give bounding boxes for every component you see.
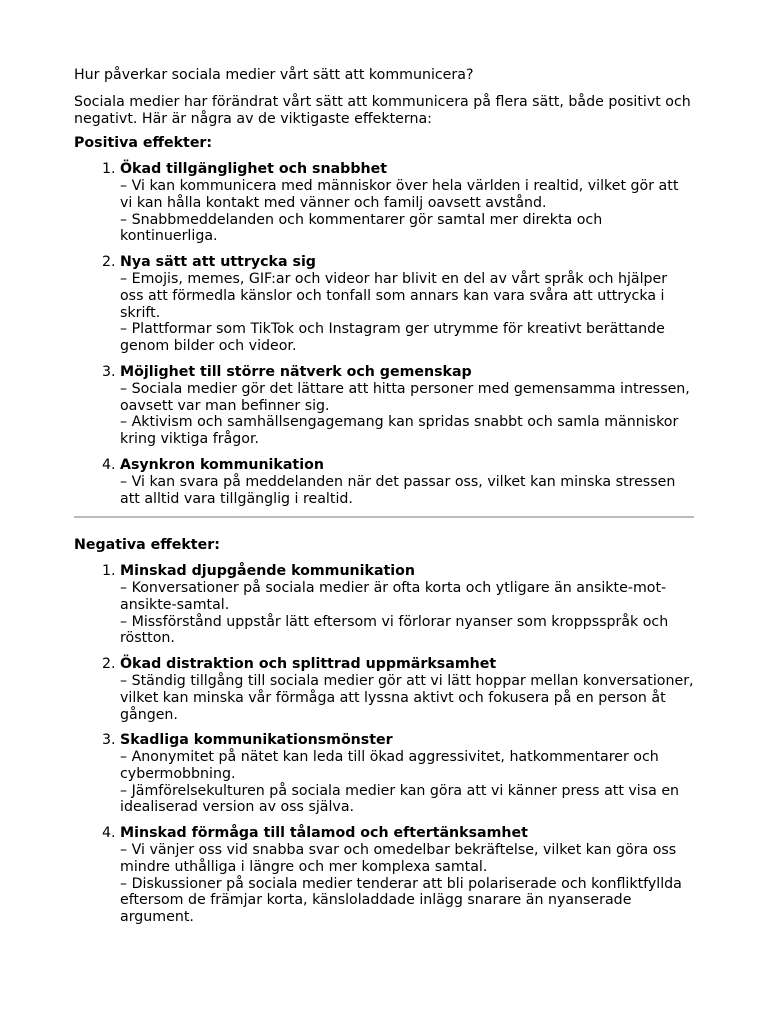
item-line: – Vi vänjer oss vid snabba svar och omedelbar bekräftelse, vilket kan göra oss mindre uthålliga i längre och mer komplexa samtal. (120, 842, 677, 875)
item-line: – Diskussioner på sociala medier tenderar att bli polariserade och konfliktfyllda eftersom de främjar korta, känsloladdade inlägg snarare än nyanserade argument. (120, 875, 682, 926)
item-title: 1. Ökad tillgänglighet och snabbhet (120, 161, 387, 178)
item-line: – Aktivism och samhällsengagemang kan spridas snabbt och samla människor kring viktiga frågor. (120, 414, 679, 448)
item-title: 4. Minskad förmåga till tålamod och eftertänksamhet (120, 825, 528, 842)
negative-section (74, 537, 694, 926)
item-title: 3. Skadliga kommunikationsmönster (120, 732, 393, 749)
item-line: – Anonymitet på nätet kan leda till ökad aggressivitet, hatkommentarer och cybermobbning. (120, 749, 659, 782)
positive-section (74, 135, 694, 507)
item-line: – Plattformar som TikTok och Instagram ger utrymme för kreativt berättande genom bilder och videor. (120, 321, 665, 355)
negative-list (74, 563, 694, 926)
list-item (120, 732, 694, 816)
item-line: – Vi kan svara på meddelanden när det passar oss, vilket kan minska stressen att alltid vara tillgänglig i realtid. (120, 473, 676, 507)
list-item (120, 254, 694, 355)
item-line: – Ständig tillgång till sociala medier gör att vi lätt hoppar mellan konversationer, vilket kan minska vår förmåga att lyssna aktivt och fokusera på en person åt gången. (120, 672, 694, 723)
list-item (120, 656, 694, 723)
item-line: – Snabbmeddelanden och kommentarer gör samtal mer direkta och kontinuerliga. (120, 211, 603, 245)
item-title: 4. Asynkron kommunikation (120, 456, 324, 473)
item-title: 2. Nya sätt att uttrycka sig (120, 254, 316, 271)
section-divider (74, 516, 694, 518)
item-title: 2. Ökad distraktion och splittrad uppmärksamhet (120, 656, 497, 673)
positive-heading: Positiva effekter: (74, 135, 213, 152)
document-intro: Sociala medier har förändrat vårt sätt att kommunicera på flera sätt, både positivt och negativt. Här är några av de viktigaste effekterna: (74, 93, 691, 127)
document-question: Hur påverkar sociala medier vårt sätt att kommunicera? (74, 67, 474, 83)
item-line: – Missförstånd uppstår lätt eftersom vi förlorar nyanser som kroppsspråk och röstton. (120, 613, 669, 647)
negative-heading: Negativa effekter: (74, 537, 220, 554)
list-item (120, 457, 694, 507)
item-line: – Sociala medier gör det lättare att hitta personer med gemensamma intressen, oavsett var man befinner sig. (120, 380, 690, 414)
item-title: 3. Möjlighet till större nätverk och gemenskap (120, 363, 472, 380)
item-line: – Emojis, memes, GIF:ar och videor har blivit en del av vårt språk och hjälper oss att förmedla känslor och tonfall som annars kan vara svåra att uttrycka i skrift. (120, 270, 668, 321)
item-line: – Konversationer på sociala medier är ofta korta och ytligare än ansikte-mot-ansikte-samtal. (120, 579, 667, 613)
list-item (120, 563, 694, 647)
list-item (120, 825, 694, 926)
item-line: – Jämförelsekulturen på sociala medier kan göra att vi känner press att visa en idealiserad version av oss själva. (120, 782, 680, 816)
positive-list (74, 161, 694, 507)
item-title: 1. Minskad djupgående kommunikation (120, 563, 416, 580)
list-item (120, 364, 694, 448)
list-item (120, 161, 694, 245)
item-line: – Vi kan kommunicera med människor över hela världen i realtid, vilket gör att vi kan hålla kontakt med vänner och familj oavsett avstånd. (120, 177, 679, 211)
